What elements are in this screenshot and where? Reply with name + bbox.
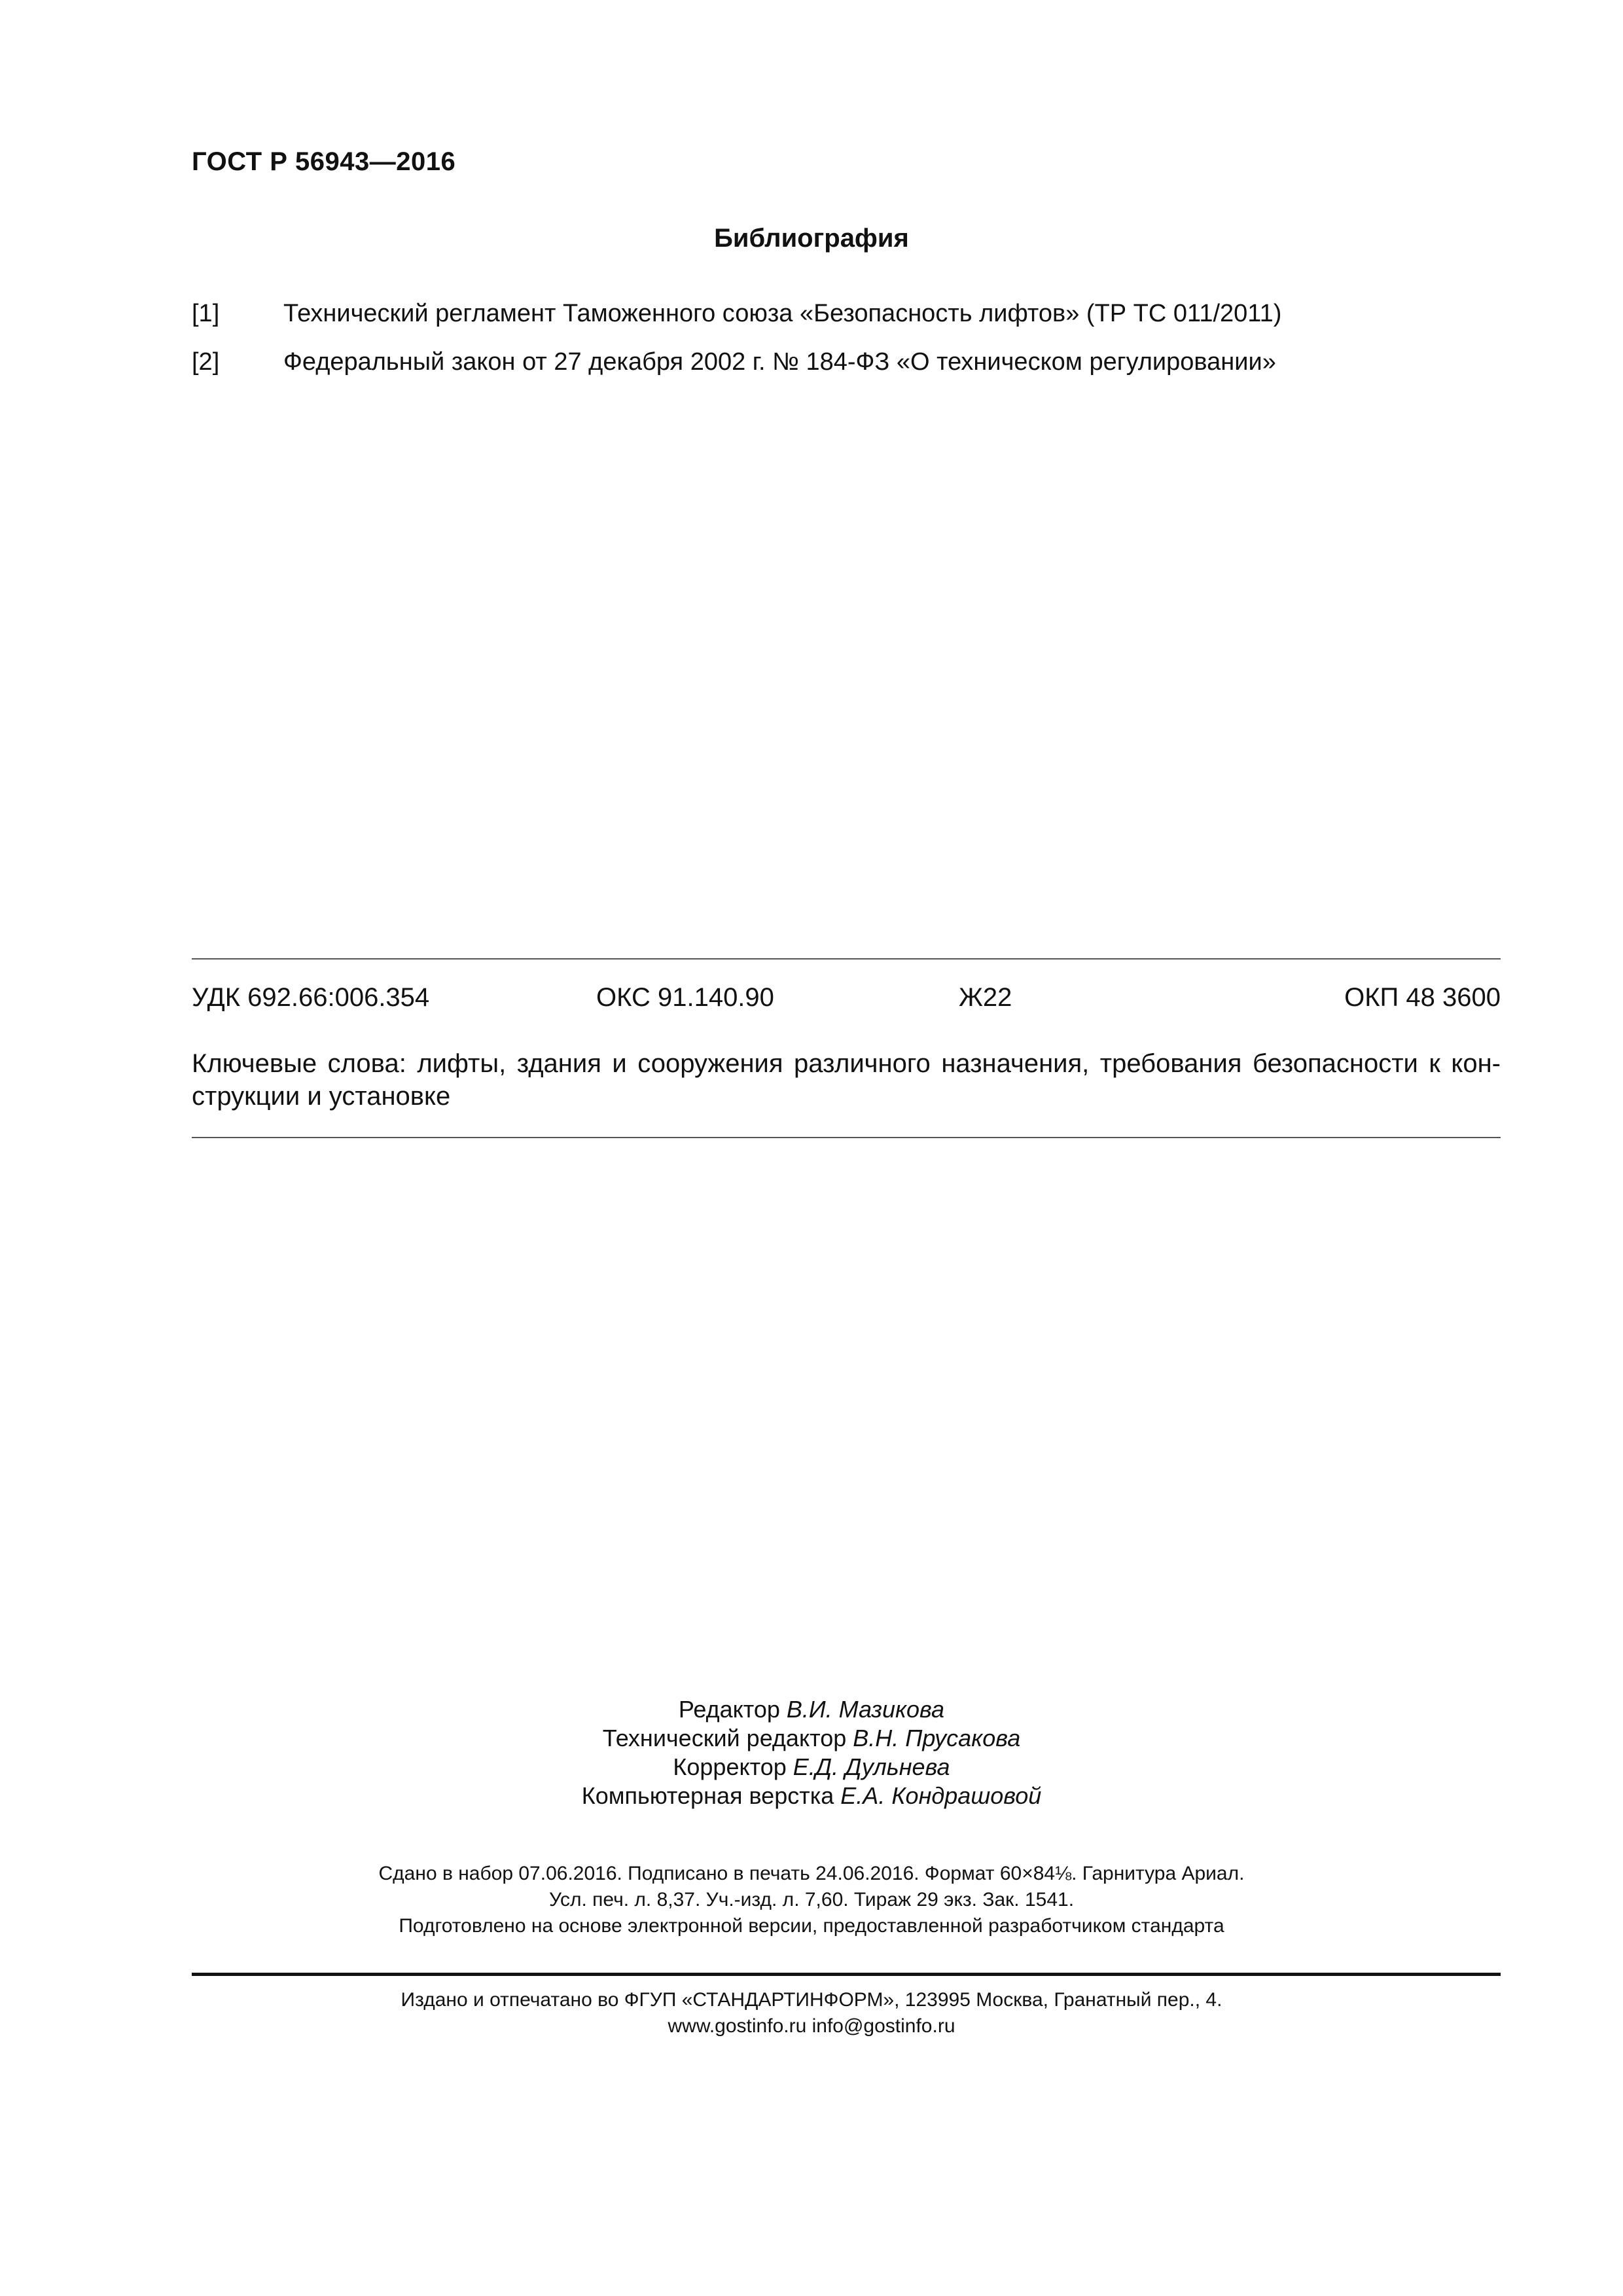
publisher-line: Издано и отпечатано во ФГУП «СТАНДАРТИНФОРМ», 123995 Москва, Гранатный пер., 4. (401, 1989, 1222, 2011)
imprint-block (0, 1861, 1623, 1939)
bibliography-title: Библиография (714, 224, 909, 253)
okp-code: ОКП 48 3600 (1344, 983, 1501, 1012)
credit-line (0, 1695, 1623, 1724)
imprint-line: Сдано в набор 07.06.2016. Подписано в печать 24.06.2016. Формат 60×84⅛. Гарнитура Ариал. (378, 1863, 1245, 1884)
bibliography-list (192, 300, 1501, 397)
credit-role: Технический редактор (602, 1725, 847, 1751)
credit-person: В.Н. Прусакова (853, 1725, 1021, 1751)
group-code: Ж22 (959, 983, 1012, 1012)
divider-top (192, 958, 1501, 960)
imprint-line: Подготовлено на основе электронной версии, предоставленной разработчиком стандарта (399, 1915, 1224, 1937)
credit-line (0, 1782, 1623, 1810)
bibliography-item-number: [1] (192, 300, 220, 327)
bibliography-item-number: [2] (192, 348, 220, 376)
credit-line (0, 1724, 1623, 1753)
document-id: ГОСТ Р 56943—2016 (192, 147, 456, 176)
imprint-line: Усл. печ. л. 8,37. Уч.-изд. л. 7,60. Тираж 29 экз. Зак. 1541. (548, 1889, 1075, 1910)
divider-middle (192, 1137, 1501, 1138)
publisher-contacts: www.gostinfo.ru info@gostinfo.ru (668, 2015, 955, 2037)
publisher-block (0, 1987, 1623, 2039)
udk-code: УДК 692.66:006.354 (192, 983, 430, 1012)
keywords: Ключевые слова: лифты, здания и сооружения различного назначения, требования безопасности к кон-струкции и установке (192, 1049, 1501, 1111)
bibliography-item-text: Федеральный закон от 27 декабря 2002 г. № 184-ФЗ «О техническом регулировании» (283, 348, 1276, 376)
credit-line (0, 1753, 1623, 1782)
credit-person: Е.Д. Дульнева (793, 1753, 950, 1780)
credit-person: Е.А. Кондрашовой (840, 1782, 1042, 1809)
bibliography-item (192, 300, 1501, 348)
credit-person: В.И. Мазикова (786, 1696, 945, 1723)
bibliography-item (192, 348, 1501, 397)
credit-role: Корректор (673, 1753, 787, 1780)
divider-bottom (192, 1973, 1501, 1976)
credit-role: Компьютерная верстка (581, 1782, 834, 1809)
credits-block (0, 1695, 1623, 1810)
credit-role: Редактор (678, 1696, 780, 1723)
bibliography-item-text: Технический регламент Таможенного союза «Безопасность лифтов» (ТР ТС 011/2011) (283, 300, 1282, 327)
oks-code: ОКС 91.140.90 (596, 983, 774, 1012)
classification-row (192, 983, 1501, 1016)
